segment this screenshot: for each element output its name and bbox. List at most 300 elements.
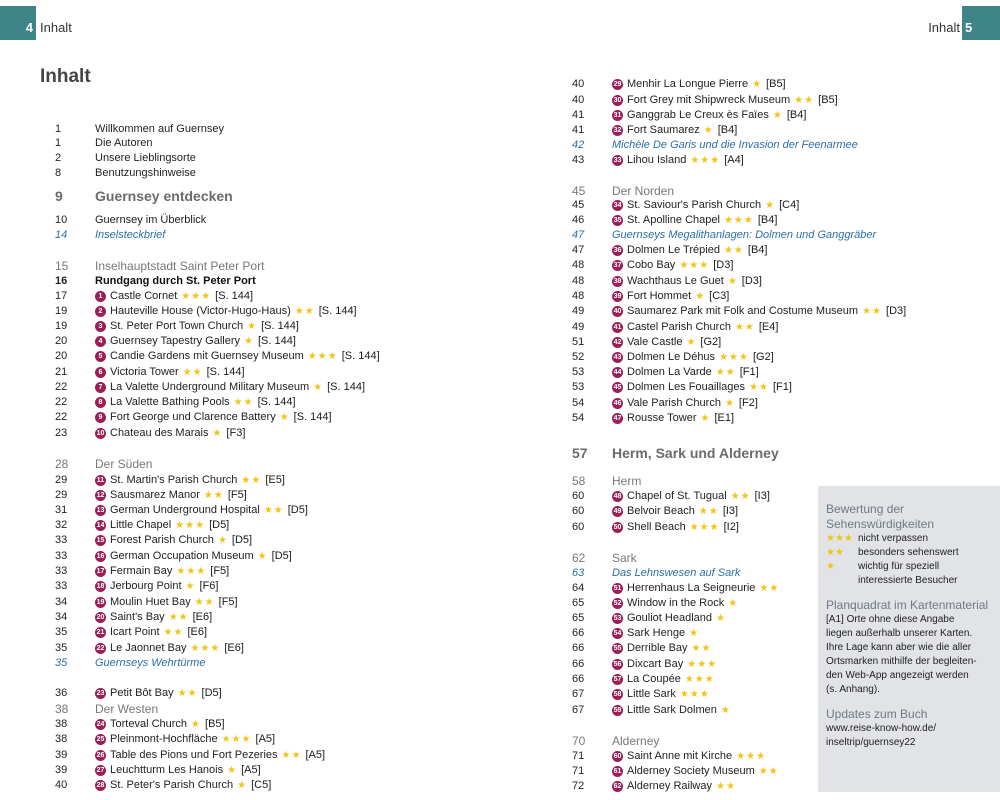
toc-page-number: 41 [572, 124, 585, 136]
map-reference: [E6] [187, 626, 208, 638]
toc-entry[interactable] [572, 581, 779, 596]
toc-entry[interactable] [572, 672, 715, 687]
map-reference: [F5] [218, 596, 238, 608]
toc-entry[interactable] [572, 380, 792, 395]
toc-page-number: 41 [572, 109, 585, 121]
star-rating-icon: ★ [191, 719, 202, 730]
star-rating-icon: ★★★ [723, 215, 754, 226]
toc-title: Leuchtturm Les Hanois [110, 764, 224, 776]
star-rating-icon: ★ [257, 551, 268, 562]
sight-number-marker: 53 [613, 615, 622, 622]
sight-number-marker: 32 [613, 127, 622, 134]
toc-entry[interactable] [55, 136, 152, 151]
toc-page-number: 57 [572, 444, 588, 461]
sight-number-marker: 55 [613, 645, 622, 652]
map-reference: [B4] [757, 214, 778, 226]
map-reference: [A4] [724, 154, 744, 166]
toc-entry[interactable] [572, 764, 779, 779]
sight-number-marker: 39 [613, 293, 622, 300]
star-rating-icon: ★★★ [719, 352, 749, 363]
toc-page-number: 17 [55, 290, 68, 302]
sight-number-marker: 51 [613, 585, 622, 592]
toc-page-number: 38 [55, 702, 69, 716]
toc-title: Little Chapel [110, 519, 172, 531]
toc-entry[interactable] [572, 489, 770, 504]
sight-number-marker: 47 [613, 415, 622, 422]
toc-title: Guernsey im Überblick [95, 214, 207, 226]
toc-page-number: 2 [55, 152, 62, 164]
toc-title: Sark Henge [627, 627, 686, 639]
toc-entry[interactable] [572, 350, 774, 365]
sight-number-marker: 8 [95, 397, 106, 408]
left-running-title: Inhalt [40, 20, 72, 35]
toc-title: Der Westen [95, 702, 159, 716]
toc-entry[interactable] [572, 289, 729, 304]
toc-page-number: 21 [55, 366, 68, 378]
sight-number-marker: 10 [96, 430, 105, 437]
toc-page-number: 48 [572, 275, 585, 287]
toc-title: Herm [612, 474, 642, 488]
toc-page-number: 46 [572, 214, 585, 226]
sight-number-marker: 9 [95, 412, 106, 423]
sight-number-marker: 3 [95, 321, 106, 332]
toc-title: St. Peter's Parish Church [110, 779, 234, 791]
star-rating-icon: ★ [720, 705, 731, 716]
sight-number-marker: 31 [613, 112, 622, 119]
toc-section[interactable] [572, 474, 641, 489]
toc-entry[interactable] [55, 610, 212, 625]
sight-number-marker: 52 [613, 600, 622, 607]
toc-entry[interactable] [55, 778, 271, 793]
sight-number-marker: 37 [613, 262, 622, 269]
map-reference: [S. 144] [341, 350, 380, 362]
star-rating-icon: ★★ [730, 491, 751, 502]
toc-title: Inselsteckbrief [95, 229, 166, 241]
toc-entry[interactable] [572, 749, 766, 764]
legend-box [818, 486, 1000, 792]
toc-entry[interactable] [55, 166, 196, 181]
toc-page-number: 29 [55, 489, 68, 501]
toc-title: Sark [612, 551, 637, 565]
toc-page-number: 1 [55, 137, 62, 149]
toc-title: Dolmen Le Trépied [627, 244, 720, 256]
star-rating-icon: ★★ [182, 367, 203, 378]
toc-entry[interactable] [572, 108, 806, 123]
toc-entry[interactable] [572, 77, 786, 92]
toc-entry[interactable] [55, 426, 245, 441]
toc-page-number: 40 [55, 779, 68, 791]
star-icon: ★★★ [826, 533, 853, 544]
toc-page-number: 66 [572, 673, 585, 685]
star-rating-icon: ★ [727, 276, 738, 287]
sight-number-marker: 61 [613, 768, 622, 775]
star-rating-icon: ★★ [734, 322, 755, 333]
toc-entry[interactable] [572, 138, 858, 153]
toc-entry[interactable] [55, 518, 229, 533]
sight-number-marker: 26 [96, 752, 105, 759]
toc-entry[interactable] [55, 334, 296, 349]
left-page-number: 4 [0, 6, 36, 40]
toc-entry[interactable] [55, 748, 325, 763]
toc-title: Michèle De Garis und die Invasion der Feenarmee [612, 139, 858, 151]
toc-entry[interactable] [55, 579, 218, 594]
toc-title: Saint Anne mit Kirche [627, 750, 733, 762]
map-grid-text: liegen außerhalb unserer Karten. [826, 628, 973, 639]
rating-label: interessierte Besucher [858, 575, 958, 586]
map-reference: [F3] [226, 427, 246, 439]
toc-title: Little Sark [627, 688, 676, 700]
map-reference: [S. 144] [215, 290, 254, 302]
toc-page-number: 33 [55, 534, 68, 546]
map-reference: [A5] [241, 764, 261, 776]
toc-page-number: 67 [572, 704, 585, 716]
right-running-title: Inhalt [928, 20, 960, 35]
map-reference: [E4] [758, 321, 779, 333]
sight-number-marker: 12 [96, 492, 105, 499]
star-rating-icon: ★ [227, 765, 238, 776]
toc-entry[interactable] [55, 365, 245, 380]
toc-title: Menhir La Longue Pierre [627, 78, 749, 90]
toc-page-number: 66 [572, 627, 585, 639]
toc-title: St. Peter Port Town Church [110, 320, 244, 332]
map-reference: [C5] [251, 779, 272, 791]
toc-title: Ganggrab Le Creux ès Faïes [627, 109, 769, 121]
toc-entry[interactable] [572, 304, 906, 319]
toc-entry[interactable] [55, 549, 292, 564]
toc-title: Guernsey Tapestry Gallery [110, 335, 241, 347]
map-reference: [E6] [192, 611, 213, 623]
toc-page-number: 47 [572, 244, 585, 256]
toc-page-number: 16 [55, 275, 68, 287]
map-reference: [A5] [305, 749, 326, 761]
toc-title: Alderney Society Museum [627, 765, 755, 777]
toc-entry[interactable] [572, 258, 733, 273]
toc-entry[interactable] [55, 304, 357, 319]
map-reference: [S. 144] [293, 411, 332, 423]
toc-title: Chateau des Marais [110, 427, 209, 439]
star-rating-icon: ★ [772, 110, 783, 121]
map-reference: [F2] [738, 397, 758, 409]
map-reference: [F5] [227, 489, 247, 501]
toc-title: La Coupée [627, 673, 681, 685]
sight-number-marker: 45 [613, 384, 622, 391]
toc-page-number: 53 [572, 381, 585, 393]
toc-title: Candie Gardens mit Guernsey Museum [110, 350, 304, 362]
toc-entry[interactable] [55, 641, 244, 656]
toc-entry[interactable] [572, 198, 799, 213]
toc-page-number: 20 [55, 335, 68, 347]
toc-title: Die Autoren [95, 137, 153, 149]
star-rating-icon: ★★ [294, 306, 315, 317]
toc-entry[interactable] [572, 274, 762, 289]
toc-entry[interactable] [55, 349, 380, 364]
toc-entry[interactable] [55, 732, 275, 747]
toc-page-number: 19 [55, 320, 68, 332]
star-rating-icon: ★ [752, 79, 763, 90]
toc-section[interactable] [572, 734, 659, 749]
star-rating-icon: ★★★ [679, 260, 710, 271]
toc-entry[interactable] [55, 656, 205, 671]
toc-title: Dolmen Le Déhus [627, 351, 716, 363]
toc-title: German Occupation Museum [110, 550, 254, 562]
star-rating-icon: ★ [217, 535, 228, 546]
map-reference: [F5] [210, 565, 230, 577]
map-grid-text: (s. Anhang). [826, 684, 880, 695]
map-reference: [I3] [754, 490, 770, 502]
star-rating-icon: ★★★ [176, 566, 207, 577]
rating-label: besonders sehenswert [858, 547, 959, 558]
star-rating-icon: ★ [237, 780, 248, 791]
map-reference: [D5] [287, 504, 308, 516]
map-reference: [D5] [209, 519, 230, 531]
toc-entry[interactable] [572, 611, 726, 626]
toc-entry[interactable] [572, 411, 734, 426]
toc-page-number: 71 [572, 765, 585, 777]
star-rating-icon: ★★ [203, 490, 224, 501]
toc-page-number: 33 [55, 550, 68, 562]
toc-section[interactable] [55, 702, 158, 717]
map-reference: [S. 144] [257, 396, 296, 408]
toc-title: Lihou Island [627, 154, 687, 166]
rating-row [826, 560, 992, 574]
sight-number-marker: 24 [96, 721, 105, 728]
toc-title: Das Lehnswesen auf Sark [612, 567, 741, 579]
toc-entry[interactable] [55, 410, 332, 425]
map-reference: [B4] [747, 244, 768, 256]
star-rating-icon: ★★ [715, 367, 736, 378]
toc-title: Hauteville House (Victor-Hugo-Haus) [110, 305, 291, 317]
toc-entry[interactable] [572, 228, 876, 243]
toc-entry[interactable] [572, 335, 721, 350]
toc-entry[interactable] [55, 122, 224, 137]
toc-page-number: 40 [572, 94, 585, 106]
toc-entry[interactable] [55, 380, 365, 395]
toc-title: Guernseys Wehrtürme [95, 657, 206, 669]
sight-number-marker: 14 [96, 522, 105, 529]
toc-page-number: 65 [572, 597, 585, 609]
star-rating-icon: ★★★ [181, 291, 212, 302]
toc-entry[interactable] [55, 763, 261, 778]
sight-number-marker: 58 [613, 691, 622, 698]
map-reference: [B4] [717, 124, 738, 136]
updates-link[interactable]: www.reise-know-how.de/ [826, 723, 937, 734]
toc-section[interactable] [55, 259, 264, 274]
toc-entry[interactable] [55, 488, 247, 503]
toc-page-number: 28 [55, 457, 69, 471]
toc-page-number: 71 [572, 750, 585, 762]
toc-entry[interactable] [572, 657, 717, 672]
toc-page-number: 35 [55, 626, 68, 638]
toc-entry[interactable] [55, 595, 238, 610]
toc-page-number: 66 [572, 658, 585, 670]
toc-title: Dolmen Les Fouaillages [627, 381, 746, 393]
sight-number-marker: 11 [96, 477, 105, 484]
toc-title: Alderney Railway [627, 780, 712, 792]
toc-section[interactable] [572, 551, 637, 566]
sight-number-marker: 48 [613, 493, 622, 500]
toc-entry[interactable] [572, 641, 711, 656]
toc-page-number: 38 [55, 733, 68, 745]
toc-title: Willkommen auf Guernsey [95, 123, 224, 135]
star-rating-icon: ★★★ [307, 351, 338, 362]
map-reference: [D3] [886, 305, 907, 317]
star-rating-icon: ★★ [759, 583, 780, 594]
toc-title: Le Jaonnet Bay [110, 642, 187, 654]
toc-entry[interactable] [572, 123, 737, 138]
toc-section[interactable] [55, 457, 152, 472]
sight-number-marker: 5 [95, 351, 106, 362]
toc-page-number: 60 [572, 490, 585, 502]
toc-title: Fort Grey mit Shipwreck Museum [627, 94, 791, 106]
sight-number-marker: 17 [96, 568, 105, 575]
toc-page-number: 33 [55, 580, 68, 592]
toc-title: Torteval Church [110, 718, 188, 730]
star-rating-icon: ★★★ [684, 674, 715, 685]
map-reference: [B5] [766, 78, 786, 90]
map-reference: [B5] [205, 718, 225, 730]
sight-number-marker: 28 [96, 782, 105, 789]
toc-title: Fermain Bay [110, 565, 173, 577]
toc-entry[interactable] [55, 151, 196, 166]
map-grid-heading: Planquadrat im Kartenmaterial [826, 598, 989, 612]
toc-page-number: 45 [572, 199, 585, 211]
toc-title: Petit Bôt Bay [110, 687, 174, 699]
toc-page-number: 64 [572, 582, 585, 594]
toc-entry[interactable] [572, 504, 738, 519]
toc-entry[interactable] [572, 566, 740, 581]
toc-entry[interactable] [55, 717, 225, 732]
toc-title: Victoria Tower [110, 366, 179, 378]
toc-entry[interactable] [572, 365, 759, 380]
star-rating-icon: ★ [703, 125, 714, 136]
toc-page-number: 9 [55, 187, 63, 204]
toc-entry[interactable] [55, 564, 229, 579]
toc-entry[interactable] [55, 625, 207, 640]
toc-entry[interactable] [572, 626, 699, 641]
star-rating-icon: ★★★ [190, 643, 221, 654]
rating-row [826, 546, 992, 560]
toc-entry[interactable] [55, 319, 299, 334]
toc-entry[interactable] [55, 289, 253, 304]
sight-number-marker: 33 [613, 157, 622, 164]
toc-title: Sausmarez Manor [110, 489, 200, 501]
toc-page-number: 36 [55, 687, 68, 699]
toc-title: Saumarez Park mit Folk and Costume Museum [627, 305, 859, 317]
sight-number-marker: 22 [96, 645, 105, 652]
sight-number-marker: 13 [96, 507, 105, 514]
star-rating-icon: ★★ [794, 95, 815, 106]
toc-title: Belvoir Beach [627, 505, 695, 517]
sight-number-marker: 18 [96, 583, 105, 590]
map-reference: [F1] [739, 366, 759, 378]
map-reference: [C4] [779, 199, 800, 211]
toc-entry[interactable] [572, 396, 758, 411]
toc-title: St. Apolline Chapel [627, 214, 720, 226]
toc-section[interactable] [572, 184, 674, 199]
toc-title: Fort George und Clarence Battery [110, 411, 276, 423]
star-rating-icon: ★★ [758, 766, 779, 777]
toc-title: La Valette Bathing Pools [110, 396, 230, 408]
map-grid-text: Ihre Lage kann aber wie die aller [826, 642, 972, 653]
toc-entry[interactable] [55, 503, 308, 518]
toc-title: German Underground Hospital [110, 504, 260, 516]
toc-entry[interactable] [55, 686, 222, 701]
toc-entry[interactable] [572, 703, 731, 718]
star-rating-icon: ★★★ [175, 520, 206, 531]
toc-page-number: 42 [572, 139, 585, 151]
toc-entry[interactable] [572, 243, 767, 258]
toc-entry[interactable] [572, 779, 736, 794]
updates-link[interactable]: inseltrip/guernsey22 [826, 737, 916, 748]
toc-chapter[interactable] [572, 443, 779, 463]
map-reference: [D5] [201, 687, 222, 699]
toc-page-number: 22 [55, 396, 68, 408]
toc-title: Guernseys Megalithanlagen: Dolmen und Ganggräber [612, 229, 877, 241]
map-reference: [E6] [224, 642, 244, 654]
star-rating-icon: ★★★ [679, 689, 710, 700]
toc-title: Unsere Lieblingsorte [95, 152, 196, 164]
star-rating-icon: ★★ [749, 382, 769, 393]
toc-page-number: 47 [572, 229, 585, 241]
map-reference: [C3] [709, 290, 730, 302]
toc-title: Table des Pions und Fort Pezeries [110, 749, 278, 761]
toc-entry[interactable] [572, 153, 744, 168]
sight-number-marker: 54 [613, 630, 622, 637]
sight-number-marker: 62 [613, 783, 622, 790]
map-reference: [E5] [265, 474, 285, 486]
star-rating-icon: ★★ [715, 781, 736, 792]
toc-page-number: 8 [55, 167, 62, 179]
sight-number-marker: 4 [95, 336, 106, 347]
rating-row [826, 532, 992, 546]
toc-page-number: 29 [55, 474, 68, 486]
star-rating-icon: ★ [244, 336, 254, 347]
toc-entry[interactable] [572, 596, 738, 611]
toc-entry[interactable] [572, 320, 778, 335]
toc-page-number: 38 [55, 718, 68, 730]
toc-entry[interactable] [572, 687, 710, 702]
toc-title: Der Norden [612, 184, 675, 198]
toc-entry[interactable] [55, 533, 252, 548]
toc-entry[interactable] [55, 274, 256, 289]
toc-entry[interactable] [572, 93, 838, 108]
sight-number-marker: 44 [613, 369, 622, 376]
map-reference: [A5] [255, 733, 276, 745]
toc-page-number: 72 [572, 780, 585, 792]
toc-title: Cobo Bay [627, 259, 676, 271]
map-reference: [D3] [741, 275, 762, 287]
toc-entry[interactable] [55, 395, 296, 410]
map-reference: [G2] [700, 336, 722, 348]
star-rating-icon: ★ [716, 613, 726, 624]
toc-entry[interactable] [55, 213, 206, 228]
sight-number-marker: 7 [95, 382, 106, 393]
star-rating-icon: ★ [728, 598, 739, 609]
toc-entry[interactable] [55, 473, 285, 488]
toc-chapter[interactable] [55, 186, 233, 206]
rating-label: nicht verpassen [858, 533, 929, 544]
toc-entry[interactable] [55, 228, 165, 243]
toc-entry[interactable] [572, 213, 777, 228]
sight-number-marker: 16 [96, 553, 105, 560]
sight-number-marker: 35 [613, 217, 622, 224]
toc-page-number: 43 [572, 154, 585, 166]
sight-number-marker: 40 [613, 308, 622, 315]
updates-heading: Updates zum Buch [826, 707, 928, 721]
toc-page-number: 51 [572, 336, 585, 348]
toc-title: Rundgang durch St. Peter Port [95, 275, 256, 287]
toc-entry[interactable] [572, 520, 739, 535]
